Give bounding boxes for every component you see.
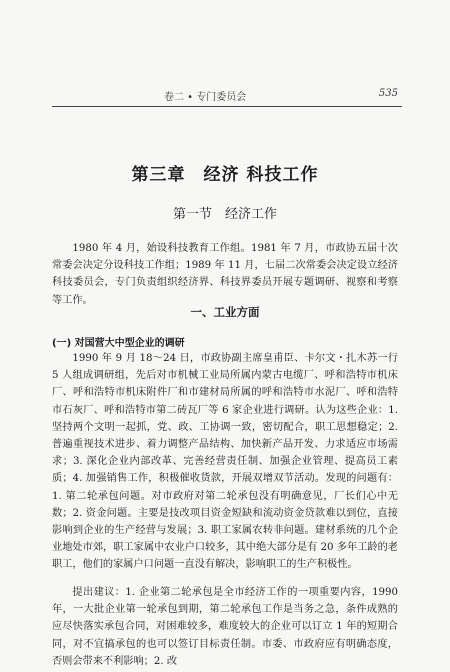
page-number: 535: [378, 88, 398, 99]
running-header-title: 卷二 • 专门委员会: [164, 92, 247, 103]
header-rule: [52, 106, 402, 107]
subheading-industry: 一、工业方面: [190, 305, 260, 319]
running-header: [52, 88, 398, 106]
section-title: 第一节 经济工作: [172, 207, 277, 222]
suggestions-paragraph: 提出建议：1. 企业第二轮承包是全市经济工作的一项重要内容，1990 年，一大批企业第一轮承包到期，第二轮承包工作是当务之急，条件成熟的应尽快落实承包合同，对困难较多，难度较大的企业可以订立 1 年的短期合同，对不宜搞承包的也可以签订目标责任制。市委、市政府应有明确态度，否则会带来不利影响；2. 改: [52, 587, 398, 667]
intro-paragraph: 1980 年 4 月，始设科技教育工作组。1981 年 7 月，市政协五届十次常委会决定分设科技工作组；1989 年 11 月，七届二次常委会决定设立经济科技委员会，专门负责组织经济界、科技界委员开展专题调研、视察和考察等工作。: [52, 243, 398, 306]
survey-paragraph: 1990 年 9 月 18～24 日，市政协副主席皇甫臣、卡尔文・扎木苏一行 5 人组成调研组，先后对市机械工业局所属内蒙古电缆厂、呼和浩特市机床厂、呼和浩特市机床附件厂和市建材局所属的呼和浩特市水泥厂、呼和浩特市石灰厂、呼和浩特市第二砖瓦厂等 6 家企业进行调研。认为这些企业：1. 坚持两个文明一起抓，党、政、工协调一致，密切配合，职工思想稳定；2. 普遍重视技术进步、着力调整产品结构、加快新产品开发、力求适应市场需求；3. 深化企业内部改革、完善经营责任制、加强企业管理、提高员工素质；4. 加强销售工作，积极催收货款，开展双增双节活动。发现的问题有：1. 第二轮承包问题。对市政府对第二轮承包没有明确意见，厂长们心中无数；2. 资金问题。主要是技改项目资金短缺和流动资金贷款难以到位，直接影响到企业的生产经营与发展；3. 职工家属农转非问题。建材系统的几个企业地处市郊，职工家属中农业户口较多，其中绝大部分是有 20 多年工龄的老职工，他们的家属户口问题一直没有解决，影响职工的生产积极性。: [52, 353, 398, 571]
chapter-title: 第三章 经济 科技工作: [131, 165, 319, 185]
subsubheading-survey: (一) 对国营大中型企业的调研: [52, 338, 185, 349]
